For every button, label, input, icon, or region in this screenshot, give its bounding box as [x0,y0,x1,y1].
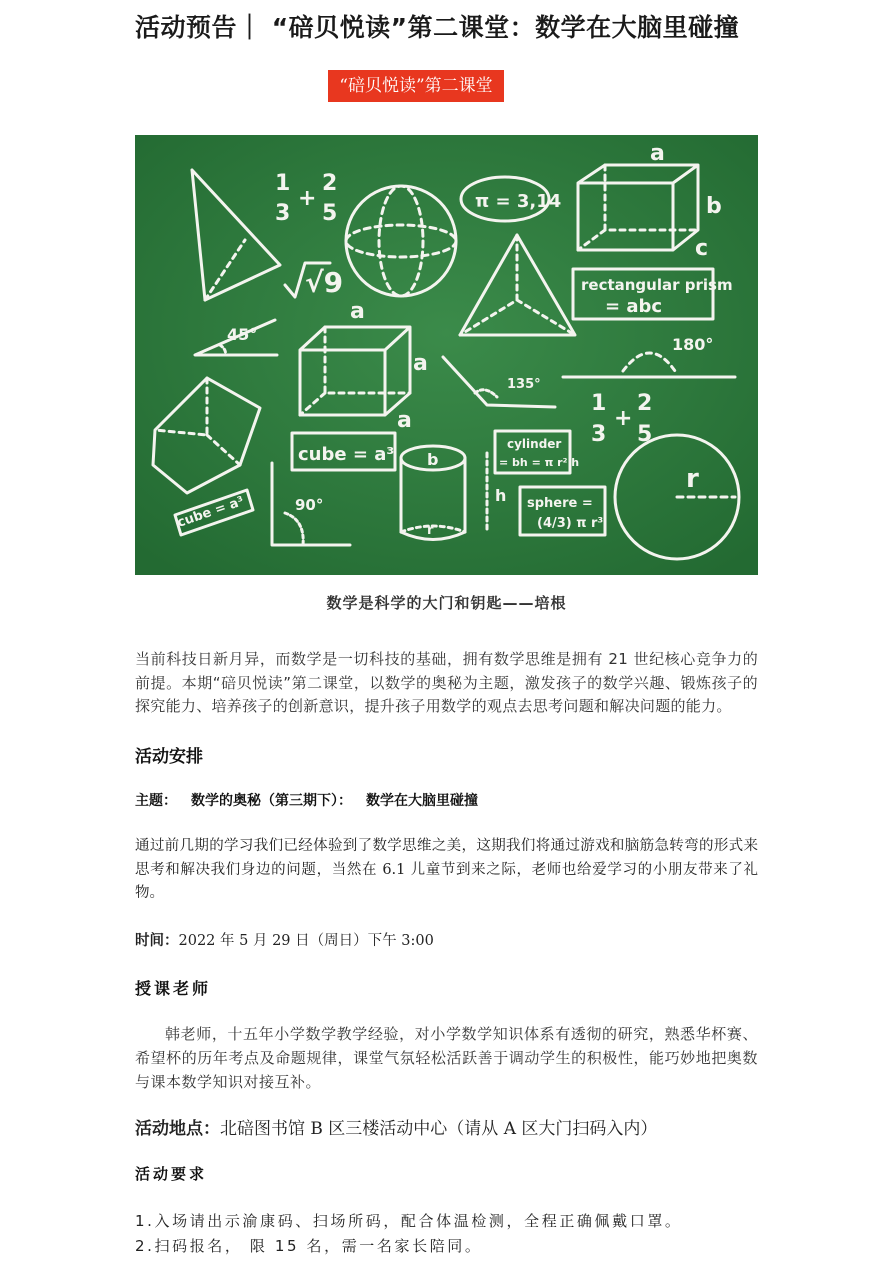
svg-text:180°: 180° [672,335,714,354]
svg-text:a: a [350,299,365,324]
svg-text:= abc: = abc [605,296,663,317]
svg-text:5: 5 [322,201,338,226]
svg-text:1: 1 [591,391,607,416]
topic-line [135,790,758,810]
requirement-item: 1.入场请出示渝康码、扫场所码，配合体温检测，全程正确佩戴口罩。 [135,1212,683,1230]
svg-text:a: a [650,141,665,166]
chalkboard-math-image [135,135,758,575]
svg-text:r: r [427,523,434,538]
svg-text:5: 5 [637,422,653,447]
teacher-bio: 韩老师，十五年小学数学教学经验，对小学数学知识体系有透彻的研究，熟悉华杯赛、希望杯的历年考点及命题规律，课堂气氛轻松活跃善于调动学生的积极性，能巧妙地把奥数与课本数学知识对接互补。 [135,1025,758,1091]
svg-text:sphere =: sphere = [527,496,593,511]
svg-text:2: 2 [637,391,653,416]
svg-text:a: a [413,351,428,376]
time-label: 时间： [135,933,179,949]
svg-text:c: c [695,236,709,261]
svg-text:= bh = π r² h: = bh = π r² h [499,456,580,469]
svg-text:+: + [298,186,317,211]
svg-text:rectangular prism: rectangular prism [581,276,733,294]
svg-text:√9: √9 [305,266,344,299]
svg-text:r: r [686,464,699,494]
topic-value: 数学的奥秘（第三期下）： [191,793,352,809]
svg-text:90°: 90° [295,496,324,514]
svg-text:1: 1 [275,171,291,196]
svg-text:3: 3 [591,422,607,447]
topic-value-2: 数学在大脑里碰撞 [366,793,478,809]
article-title: 活动预告｜ “碚贝悦读”第二课堂：数学在大脑里碰撞 [135,13,740,42]
svg-text:cube = a³: cube = a³ [175,493,247,531]
svg-text:b: b [706,194,722,219]
image-caption: 数学是科学的大门和钥匙——培根 [326,594,567,612]
requirement-item: 2.扫码报名， 限 15 名，需一名家长陪同。 [135,1237,483,1255]
svg-text:135°: 135° [507,377,541,392]
svg-text:+: + [614,406,633,431]
arrangement-heading: 活动安排 [135,747,203,767]
time-line [135,929,758,950]
topic-label: 主题： [135,793,177,809]
time-value: 2022 年 5 月 29 日（周日）下午 3:00 [178,933,434,949]
venue-value: 北碚图书馆 B 区三楼活动中心（请从 A 区大门扫码入内） [220,1119,658,1139]
intro-paragraph: 当前科技日新月异，而数学是一切科技的基础，拥有数学思维是拥有 21 世纪核心竞争力的前提。本期“碚贝悦读”第二课堂，以数学的奥秘为主题，激发孩子的数学兴趣、锻炼孩子的探究能力、培养孩子的创新意识，提升孩子用数学的观点去思考问题和解决问题的能力。 [135,650,758,715]
svg-text:a: a [397,408,412,433]
teacher-heading: 授课老师 [135,979,212,998]
svg-text:(4/3) π r³: (4/3) π r³ [537,516,604,531]
series-tag: “碚贝悦读”第二课堂 [328,70,504,102]
svg-text:cylinder: cylinder [507,437,562,451]
svg-text:b: b [427,450,439,469]
activity-description: 通过前几期的学习我们已经体验到了数学思维之美，这期我们将通过游戏和脑筋急转弯的形式来思考和解决我们身边的问题，当然在 6.1 儿童节到来之际，老师也给爱学习的小朋友带来了礼物。 [135,838,758,901]
svg-text:π = 3,14: π = 3,14 [475,191,562,212]
svg-text:cube = a³: cube = a³ [298,444,395,465]
svg-text:3: 3 [275,201,291,226]
venue-line [135,1114,758,1139]
svg-text:45°: 45° [227,325,258,344]
svg-text:2: 2 [322,171,338,196]
svg-text:h: h [495,486,507,505]
requirements-heading: 活动要求 [135,1165,208,1183]
venue-label: 活动地点： [135,1119,220,1139]
